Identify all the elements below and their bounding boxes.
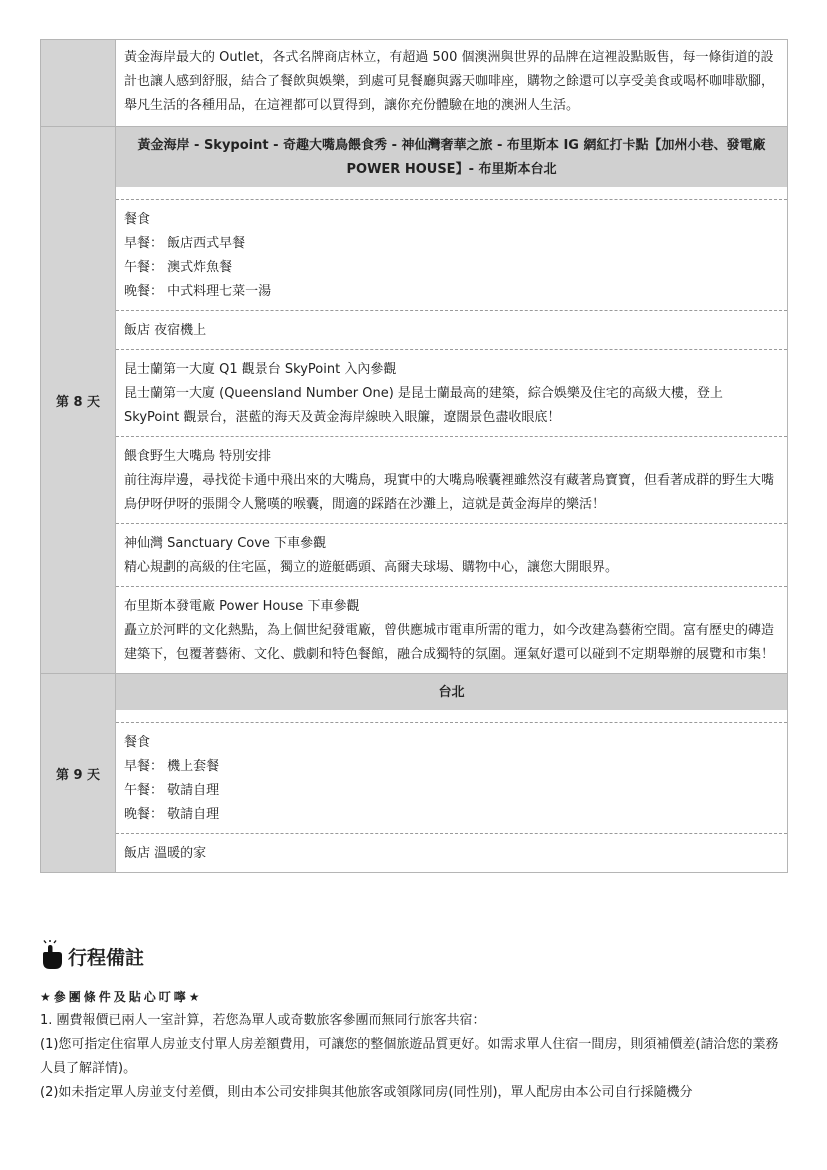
attraction-body: 矗立於河畔的文化熱點，為上個世紀發電廠，曾供應城市電車所需的電力，如今改建為藝術空間。富有歷史的磚造建築下，包覆著藝術、文化、戲劇和特色餐館，融合成獨特的氛圍。運氣好還可以碰到不定期舉辦的展覽和市集！ (124, 623, 775, 662)
attraction-heading: 神仙灣 Sanctuary Cove 下車參觀 (124, 536, 327, 551)
itinerary-table (40, 39, 788, 873)
pointing-hand-icon (40, 940, 64, 970)
day-9-meals (116, 723, 787, 834)
itinerary-notes (40, 930, 788, 1105)
attraction-heading: 布里斯本發電廠 Power House 下車參觀 (124, 599, 360, 614)
day-8-content (116, 127, 788, 674)
attraction-body: 前往海岸邊，尋找從卡通中飛出來的大嘴鳥，現實中的大嘴鳥喉囊裡雖然沒有藏著鳥寶寶，但看著成群的野生大嘴鳥伊呀伊呀的張開令人驚嘆的喉囊，閒適的踩踏在沙灘上，這就是黃金海岸的樂活！ (124, 473, 775, 512)
lunch: 午餐： 敬請自理 (124, 783, 220, 798)
attraction-body: 精心規劃的高級的住宅區，獨立的遊艇碼頭、高爾夫球場、購物中心，讓您大開眼界。 (124, 560, 619, 575)
notes-title: 行程備註 (68, 947, 145, 969)
breakfast: 早餐： 機上套餐 (124, 759, 220, 774)
dinner: 晚餐： 敬請自理 (124, 807, 220, 822)
attraction-power-house (116, 587, 787, 673)
attraction-pelican-feeding (116, 437, 787, 524)
terms-title: ★參團條件及貼心叮嚀★ (40, 990, 203, 1004)
notes-header (40, 930, 788, 970)
attraction-heading: 昆士蘭第一大廈 Q1 觀景台 SkyPoint 入內參觀 (124, 362, 397, 377)
attraction-skypoint (116, 350, 787, 437)
day-8-meals (116, 200, 787, 311)
attraction-body: 昆士蘭第一大廈 (Queensland Number One) 是昆士蘭最高的建築，綜合娛樂及住宅的高級大樓，登上 SkyPoint 觀景台，湛藍的海天及黃金海岸線映入眼簾，遼闊景色盡收眼底！ (124, 386, 723, 425)
divider (116, 710, 787, 723)
attraction-sanctuary-cove (116, 524, 787, 587)
day-9-label: 第 9 天 (41, 674, 116, 873)
day-9-row (41, 674, 788, 873)
lunch: 午餐： 澳式炸魚餐 (124, 260, 233, 275)
intro-content (116, 40, 788, 127)
day-8-title: 黃金海岸 - Skypoint - 奇趣大嘴鳥餵食秀 - 神仙灣奢華之旅 - 布里斯本 IG 網紅打卡點【加州小巷、發電廠 POWER HOUSE】- 布里斯本台北 (116, 127, 787, 187)
intro-row (41, 40, 788, 127)
note-line: (2)如未指定單人房並支付差價，則由本公司安排與其他旅客或領隊同房(同性別)，單人配房由本公司自行採隨機分 (40, 1085, 693, 1100)
breakfast: 早餐： 飯店西式早餐 (124, 236, 246, 251)
meals-heading: 餐食 (124, 212, 151, 227)
note-line: 1. 團費報價已兩人一室計算，若您為單人或奇數旅客參團而無同行旅客共宿： (40, 1013, 486, 1028)
day-8-hotel: 飯店 夜宿機上 (116, 311, 787, 350)
day-9-content (116, 674, 788, 873)
day-9-title: 台北 (116, 674, 787, 710)
note-line: (1)您可指定住宿單人房並支付單人房差額費用，可讓您的整個旅遊品質更好。如需求單人住宿一間房，則須補價差(請洽您的業務人員了解詳情)。 (40, 1037, 779, 1076)
day-8-row (41, 127, 788, 674)
intro-day-cell (41, 40, 116, 127)
day-8-label: 第 8 天 (41, 127, 116, 674)
day-9-hotel: 飯店 溫暖的家 (124, 846, 207, 861)
dinner: 晚餐： 中式料理七菜一湯 (124, 284, 272, 299)
attraction-heading: 餵食野生大嘴鳥 特別安排 (124, 449, 272, 464)
meals-heading: 餐食 (124, 735, 151, 750)
divider (116, 187, 787, 200)
outlet-description: 黃金海岸最大的 Outlet，各式名牌商店林立，有超過 500 個澳洲與世界的品牌在這裡設點販售，每一條街道的設計也讓人感到舒服，結合了餐飲與娛樂，到處可見餐廳與露天咖啡座，購物之餘還可以享受美食或喝杯咖啡歇腳，舉凡生活的各種用品，在這裡都可以買得到，讓你充份體驗在地的澳洲人生活。 (124, 50, 775, 113)
